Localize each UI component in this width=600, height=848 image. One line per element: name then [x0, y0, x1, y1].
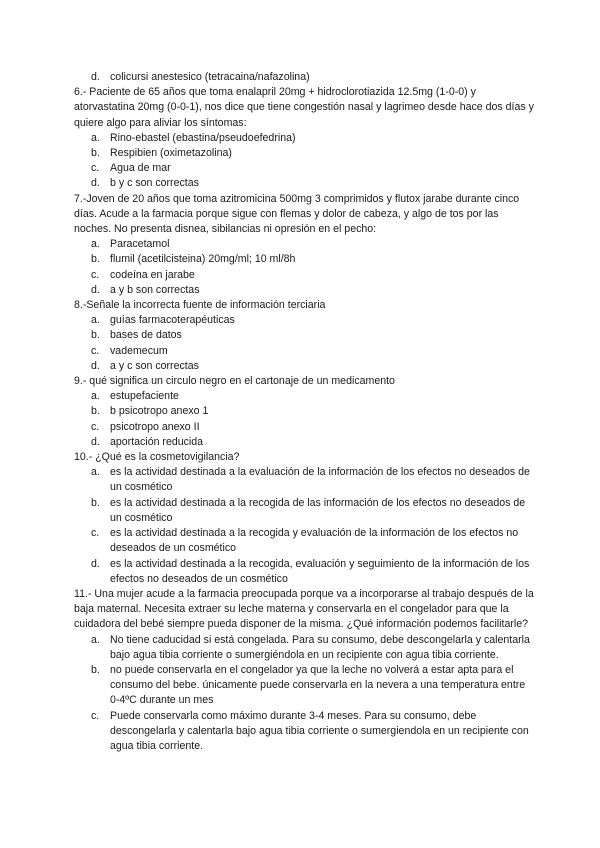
option-letter: c.: [91, 709, 100, 722]
option-text: flumil (acetilcisteina) 20mg/ml; 10 ml/8h: [110, 253, 296, 266]
list-item: [74, 146, 536, 161]
list-item: [74, 359, 536, 374]
question-7: 7.-Joven de 20 años que toma azitromicina 500mg 3 comprimidos y flutox jarabe durante cinco días. Acude a la farmacia porque sigue con flemas y dolor de cabeza, y algo de tos por las noches. No presenta disnea, sibilancias ni opresión en el pecho:: [74, 192, 520, 236]
option-text: no puede conservarla en el congelador ya que la leche no volverá a estar apta para el consumo del bebe. únicamente puede conservarla en la nevera a una temperatura entre 0-4ºC durante un mes: [110, 663, 526, 707]
option-letter: c.: [91, 162, 100, 175]
option-letter: d.: [91, 177, 100, 190]
list-item: [74, 465, 536, 495]
option-letter: c.: [91, 420, 100, 433]
option-text: Agua de mar: [110, 162, 171, 175]
option-text: a y b son correctas: [110, 283, 200, 296]
option-text: es la actividad destinada a la recogida y evaluación de la información de los efectos no deseados de un cosmético: [110, 527, 519, 555]
option-text: colicursi anestesico (tetracaina/nafazolina): [110, 71, 310, 83]
list-item: [74, 344, 536, 359]
option-letter: b.: [91, 253, 100, 266]
list-item: [74, 252, 536, 267]
option-text: No tiene caducidad si está congelada. Para su consumo, debe descongelarla y calentarla bajo agua tibia corriente o sumergiéndola en un recipiente con agua tibia corriente.: [110, 633, 530, 661]
option-text: estupefaciente: [110, 390, 179, 403]
list-item: [74, 268, 536, 283]
question-9: 9.- qué significa un circulo negro en el cartonaje de un medicamento: [74, 375, 395, 388]
option-text: es la actividad destinada a la recogida de las información de los efectos no deseados de un cosmético: [110, 496, 526, 524]
list-item: [74, 496, 536, 526]
list-item: [74, 313, 536, 328]
list-item: [74, 328, 536, 343]
option-text: aportación reducida: [110, 435, 204, 448]
option-text: Paracetamol: [110, 238, 170, 251]
option-text: Puede conservarla como máximo durante 3-4 meses. Para su consumo, debe descongelarla y calentarla bajo agua tibia corriente o sumergiendola en un recipiente con agua tibia corriente.: [110, 709, 529, 752]
list-item: [74, 389, 536, 404]
list-item: [74, 404, 536, 419]
question-8: 8.-Señale la incorrecta fuente de información terciaria: [74, 299, 326, 312]
option-letter: c.: [91, 344, 100, 357]
option-text: codeína en jarabe: [110, 268, 195, 281]
option-text: a y c son correctas: [110, 359, 199, 372]
list-item: [74, 526, 536, 556]
option-text: es la actividad destinada a la recogida, evaluación y seguimiento de la información de los efectos no deseados de un cosmético: [110, 557, 530, 585]
list-item: [74, 420, 536, 435]
option-letter: a.: [91, 131, 100, 144]
option-letter: a.: [91, 390, 100, 403]
option-letter: d.: [91, 283, 100, 296]
question-11-options: [74, 633, 536, 755]
question-9-options: [74, 389, 536, 450]
option-text: Rino-ebastel (ebastina/pseudoefedrina): [110, 131, 296, 144]
option-text: Respibien (oximetazolina): [110, 147, 232, 160]
list-item: [74, 633, 536, 663]
question-10: 10.- ¿Qué es la cosmetovigilancia?: [74, 451, 240, 464]
option-letter: b.: [91, 405, 100, 418]
option-letter: b.: [91, 329, 100, 342]
question-8-options: [74, 313, 536, 374]
option-text: b psicotropo anexo 1: [110, 405, 209, 418]
option-letter: a.: [91, 314, 100, 327]
option-letter: d.: [91, 557, 100, 570]
list-item: [74, 237, 536, 252]
option-letter: a.: [91, 238, 100, 251]
option-text: b y c son correctas: [110, 177, 199, 190]
list-item: [74, 435, 536, 450]
list-item: [74, 161, 536, 176]
question-6-options: [74, 131, 536, 192]
option-letter: b.: [91, 147, 100, 160]
option-letter: c.: [91, 268, 100, 281]
list-item: [74, 283, 536, 298]
option-text: psicotropo anexo II: [110, 420, 200, 433]
list-item: [74, 176, 536, 191]
option-text: es la actividad destinada a la evaluación de la información de los efectos no deseados de un cosmético: [110, 466, 530, 494]
option-letter: d.: [91, 435, 100, 448]
document-content: [74, 70, 536, 754]
option-letter: a.: [91, 633, 100, 646]
option-letter: c.: [91, 527, 100, 540]
option-text: guías farmacoterapéuticas: [110, 314, 235, 327]
list-item: [74, 557, 536, 587]
option-text: vademecum: [110, 344, 168, 357]
list-item: [74, 663, 536, 709]
option-letter: d.: [91, 359, 100, 372]
question-6: 6.- Paciente de 65 años que toma enalapril 20mg + hidroclorotiazida 12.5mg (1-0-0) y atorvastatina 20mg (0-0-1), nos dice que tiene congestión nasal y lagrimeo desde hace dos días y quiere algo para aliviar los síntomas:: [74, 86, 534, 129]
question-10-options: [74, 465, 536, 587]
list-item: [74, 709, 536, 755]
list-item: [74, 131, 536, 146]
option-letter: d.: [91, 71, 100, 83]
option-text: bases de datos: [110, 329, 182, 342]
option-letter: b.: [91, 663, 100, 676]
question-11: 11.- Una mujer acude a la farmacia preocupada porque va a incorporarse al trabajo después de la baja maternal. Necesita extraer su leche materna y conservarla en el congelador para que la cuidadora del bebé siempre pueda disponer de la misma. ¿Qué información podemos facilitarle?: [74, 587, 534, 631]
question-7-options: [74, 237, 536, 298]
list-item: [74, 70, 536, 85]
option-letter: a.: [91, 466, 100, 479]
option-letter: b.: [91, 496, 100, 509]
